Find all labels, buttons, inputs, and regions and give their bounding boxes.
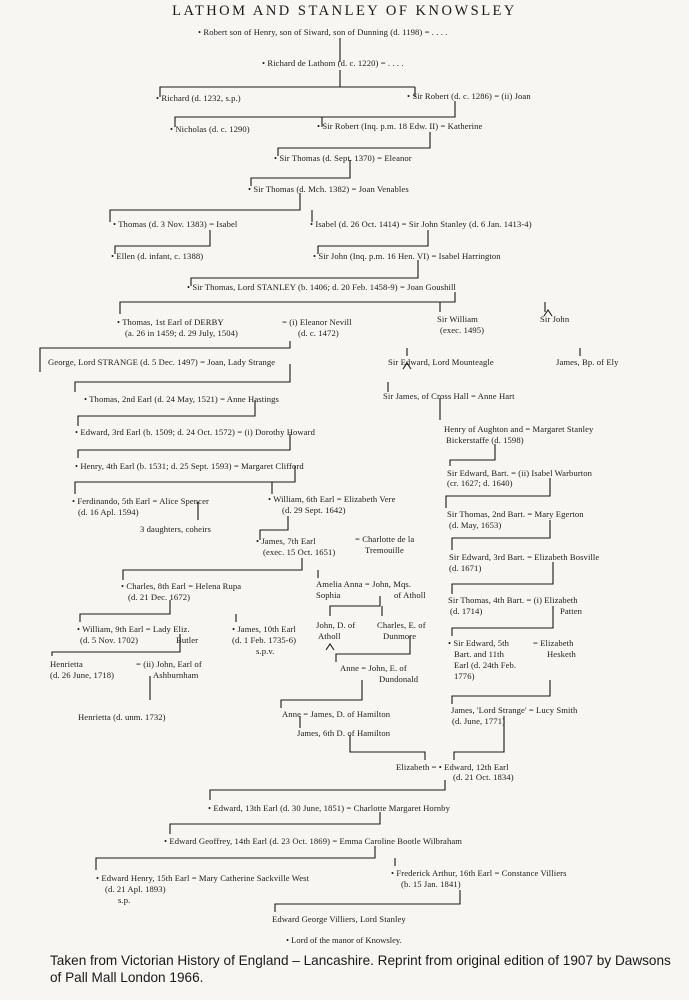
person-47: Sophia xyxy=(316,590,341,600)
person-78: James, 6th D. of Hamilton xyxy=(297,728,391,738)
person-86: • Frederick Arthur, 16th Earl = Constance Villiers xyxy=(391,868,567,878)
person-79: Elizabeth = • Edward, 12th Earl xyxy=(396,762,509,772)
person-80: (d. 21 Oct. 1834) xyxy=(453,772,514,782)
person-8: • Thomas (d. 3 Nov. 1383) = Isabel xyxy=(113,219,238,229)
person-68: Henrietta xyxy=(50,659,83,669)
person-1: • Richard de Lathom (d. c. 1220) = . . . . xyxy=(262,58,404,68)
person-40: = Charlotte de la xyxy=(355,534,415,544)
person-30: (cr. 1627; d. 1640) xyxy=(447,478,513,488)
person-48: of Atholl xyxy=(394,590,426,600)
person-52: • William, 9th Earl = Lady Eliz. xyxy=(77,624,190,634)
person-84: (d. 21 Apl. 1893) xyxy=(105,884,166,894)
person-45: (d. 21 Dec. 1672) xyxy=(128,592,191,602)
chart-title: LATHOM AND STANLEY OF KNOWSLEY xyxy=(172,3,517,19)
person-81: • Edward, 13th Earl (d. 30 June, 1851) = Charlotte Margaret Hornby xyxy=(208,803,450,813)
person-25: • Edward, 3rd Earl (b. 1509; d. 24 Oct. 1572) = (i) Dorothy Howard xyxy=(75,427,315,437)
person-23: • Thomas, 2nd Earl (d. 24 May, 1521) = Anne Hastings xyxy=(84,394,279,404)
person-11: • Sir John (Inq. p.m. 16 Hen. VI) = Isabel Harrington xyxy=(313,251,501,261)
person-72: Anne = John, E. of xyxy=(340,663,407,673)
person-32: (d. 16 Apl. 1594) xyxy=(78,507,139,517)
person-67: Hesketh xyxy=(547,649,576,659)
person-5: • Sir Robert (Inq. p.m. 18 Edw. II) = Katherine xyxy=(317,121,483,131)
person-88: Edward George Villiers, Lord Stanley xyxy=(272,914,406,924)
person-58: John, D. of xyxy=(316,620,356,630)
person-15: = (i) Eleanor Nevill xyxy=(282,317,352,327)
caption: Taken from Victorian History of England – Lancashire. Reprint from original edition of 1907 by Dawsons of Pall Mall London 1966. xyxy=(50,953,671,985)
person-7: • Sir Thomas (d. Mch. 1382) = Joan Venables xyxy=(248,184,409,194)
person-12: • Sir Thomas, Lord STANLEY (b. 1406; d. 20 Feb. 1458-9) = Joan Goushill xyxy=(187,282,456,292)
person-19: Sir John xyxy=(540,314,570,324)
person-76: James, 'Lord Strange' = Lucy Smith xyxy=(451,705,578,715)
person-46: Amelia Anna = John, Mqs. xyxy=(316,579,412,589)
person-64: Earl (d. 24th Feb. xyxy=(454,660,517,670)
person-0: • Robert son of Henry, son of Siward, son of Dunning (d. 1198) = . . . . xyxy=(198,27,448,37)
person-87: (b. 15 Jan. 1841) xyxy=(401,879,461,889)
person-21: Sir Edward, Lord Mounteagle xyxy=(388,357,494,367)
person-36: Sir Thomas, 2nd Bart. = Mary Egerton xyxy=(447,509,584,519)
person-34: (d. 29 Sept. 1642) xyxy=(282,505,346,515)
person-49: Sir Thomas, 4th Bart. = (i) Elizabeth xyxy=(448,595,578,605)
person-75: Anne = James, D. of Hamilton xyxy=(282,709,391,719)
person-16: (d. c. 1472) xyxy=(298,328,339,338)
person-70: = (ii) John, Earl of xyxy=(136,659,202,669)
person-63: Bart. and 11th xyxy=(454,649,505,659)
person-41: Tremouille xyxy=(365,545,404,555)
person-35: 3 daughters, coheirs xyxy=(140,524,211,534)
person-26: Henry of Aughton and = Margaret Stanley xyxy=(444,424,594,434)
person-24: Sir James, of Cross Hall = Anne Hart xyxy=(383,391,515,401)
person-53: (d. 5 Nov. 1702) xyxy=(80,635,139,645)
person-10: • Ellen (d. infant, c. 1388) xyxy=(111,251,204,261)
person-33: • William, 6th Earl = Elizabeth Vere xyxy=(268,494,396,504)
person-65: 1776) xyxy=(454,671,475,681)
person-9: • Isabel (d. 26 Oct. 1414) = Sir John Stanley (d. 6 Jan. 1413-4) xyxy=(310,219,532,229)
person-59: Atholl xyxy=(318,631,341,641)
person-22: James, Bp. of Ely xyxy=(556,357,619,367)
person-57: s.p.v. xyxy=(256,646,275,656)
person-77: (d. June, 1771) xyxy=(452,716,506,726)
person-43: (d. 1671) xyxy=(449,563,482,573)
person-28: • Henry, 4th Earl (b. 1531; d. 25 Sept. 1593) = Margaret Clifford xyxy=(75,461,304,471)
person-66: = Elizabeth xyxy=(533,638,574,648)
person-39: (exec. 15 Oct. 1651) xyxy=(263,547,336,557)
person-18: (exec. 1495) xyxy=(440,325,485,335)
person-61: Dunmore xyxy=(383,631,417,641)
person-6: • Sir Thomas (d. Sept. 1370) = Eleanor xyxy=(274,153,412,163)
person-44: • Charles, 8th Earl = Helena Rupa xyxy=(121,581,242,591)
person-62: • Sir Edward, 5th xyxy=(448,638,510,648)
person-38: • James, 7th Earl xyxy=(256,536,316,546)
person-51: Patten xyxy=(560,606,583,616)
person-3: • Sir Robert (d. c. 1286) = (ii) Joan xyxy=(407,91,531,101)
person-55: • James, 10th Earl xyxy=(232,624,296,634)
person-71: Ashburnham xyxy=(153,670,199,680)
person-20: George, Lord STRANGE (d. 5 Dec. 1497) = Joan, Lady Strange xyxy=(48,357,276,367)
person-14: (a. 26 in 1459; d. 29 July, 1504) xyxy=(125,328,239,338)
person-50: (d. 1714) xyxy=(450,606,483,616)
person-17: Sir William xyxy=(437,314,478,324)
person-54: Butler xyxy=(176,635,199,645)
person-85: s.p. xyxy=(118,895,131,905)
person-69: (d. 26 June, 1718) xyxy=(50,670,115,680)
person-42: Sir Edward, 3rd Bart. = Elizabeth Bosville xyxy=(449,552,600,562)
person-2: • Richard (d. 1232, s.p.) xyxy=(156,93,241,103)
person-37: (d. May, 1653) xyxy=(449,520,502,530)
person-29: Sir Edward, Bart. = (ii) Isabel Warburton xyxy=(447,468,593,478)
person-4: • Nicholas (d. c. 1290) xyxy=(170,124,250,134)
person-83: • Edward Henry, 15th Earl = Mary Catherine Sackville West xyxy=(96,873,310,883)
person-60: Charles, E. of xyxy=(377,620,426,630)
person-74: Henrietta (d. unm. 1732) xyxy=(78,712,166,722)
footnote: • Lord of the manor of Knowsley. xyxy=(286,935,402,945)
person-31: • Ferdinando, 5th Earl = Alice Spencer xyxy=(72,496,209,506)
person-82: • Edward Geoffrey, 14th Earl (d. 23 Oct. 1869) = Emma Caroline Bootle Wilbraham xyxy=(164,836,463,846)
person-27: Bickerstaffe (d. 1598) xyxy=(446,435,524,445)
person-73: Dundonald xyxy=(379,674,419,684)
person-13: • Thomas, 1st Earl of DERBY xyxy=(117,317,224,327)
person-56: (d. 1 Feb. 1735-6) xyxy=(232,635,297,645)
